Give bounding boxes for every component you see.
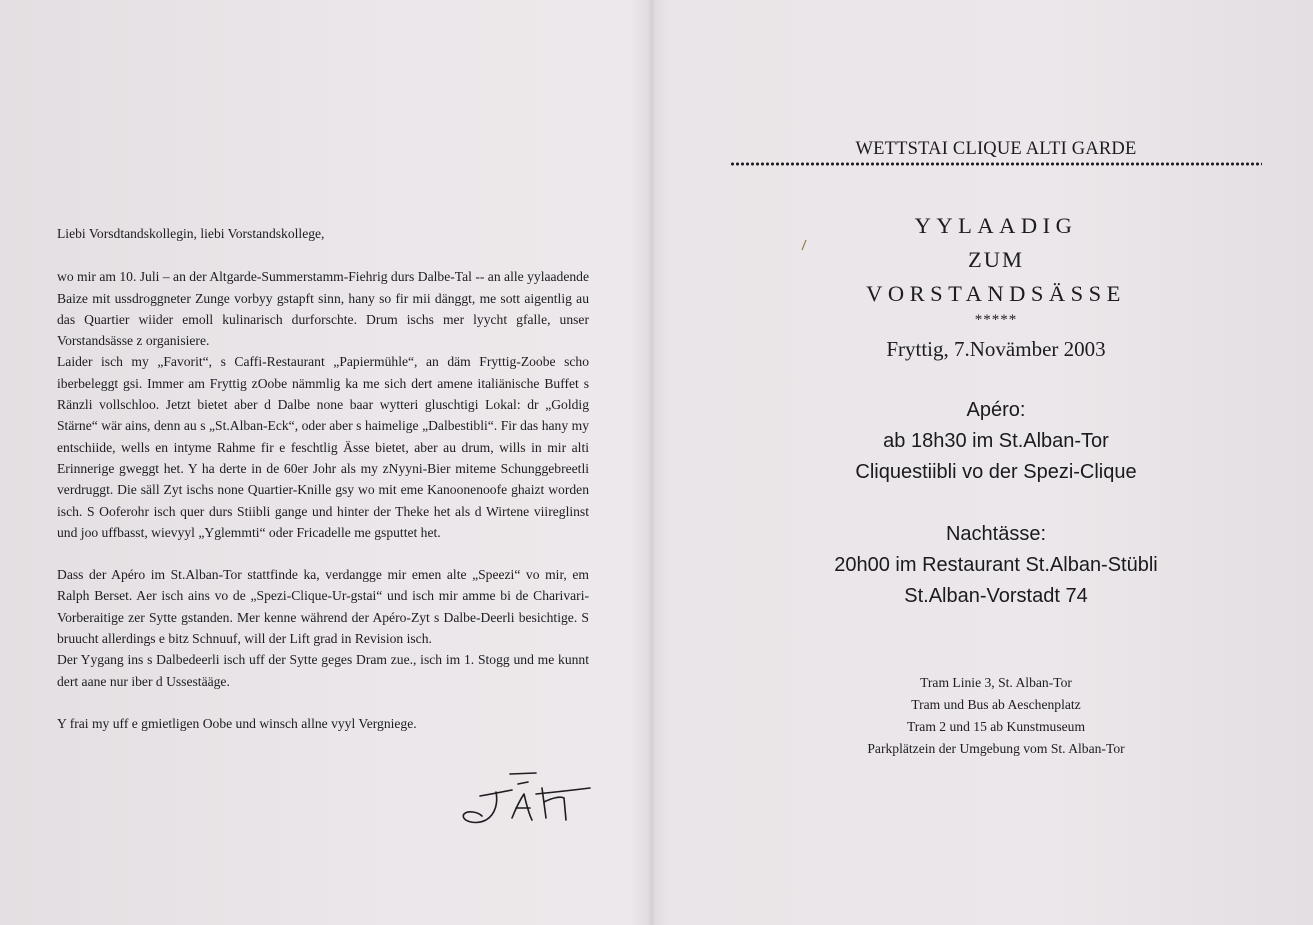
apero-location: Cliquestiibli vo der Spezi-Clique xyxy=(855,461,1137,483)
dinner-section xyxy=(730,519,1262,612)
letter-closing: Y frai my uff e gmietligen Oobe und winsch allne vyyl Vergniege. xyxy=(57,715,417,731)
star-separator: ***** xyxy=(974,312,1018,328)
transport-line: Parkplätzein der Umgebung vom St. Alban-Tor xyxy=(867,741,1125,756)
center-fold xyxy=(648,0,656,925)
dotted-divider xyxy=(730,161,1262,167)
letter-body xyxy=(57,223,589,734)
transport-line: Tram 2 und 15 ab Kunstmuseum xyxy=(906,719,1086,734)
apero-time-place: ab 18h30 im St.Alban-Tor xyxy=(883,430,1109,452)
transport-line: Tram und Bus ab Aeschenplatz xyxy=(911,697,1081,712)
handwritten-signature xyxy=(452,768,597,836)
invitation-title-line-1: YYLAADIG xyxy=(914,213,1078,238)
invitation-block xyxy=(730,209,1262,760)
invitation-title-line-2: ZUM xyxy=(968,247,1024,272)
dinner-address: St.Alban-Vorstadt 74 xyxy=(904,585,1088,607)
dinner-heading: Nachtässe: xyxy=(945,523,1047,545)
invitation-title-line-3: VORSTANDSÄSSE xyxy=(866,281,1126,306)
event-date: Fryttig, 7.Novämber 2003 xyxy=(886,337,1106,361)
letter-greeting: Liebi Vorsdtandskollegin, liebi Vorstandskollege, xyxy=(57,226,325,241)
letter-paragraph-2: Dass der Apéro im St.Alban-Tor stattfinde ka, verdangge mir emen alte „Speezi“ vo mir, em Ralph Berset. Aer isch ains vo de „Spezi-Clique-Ur-gstai“ und isch mir amme bi de Charivari-Vorberaitige zer Sytte gstanden. Mer kenne während der Apéro-Zyt s Dalbe-Deerli besichtige. S bruucht allerdings e bitz Schnuuf, will der Lift grad in Revision isch. xyxy=(57,567,589,647)
apero-section xyxy=(730,395,1262,488)
letter-paragraph-1b: Laider isch my „Favorit“, s Caffi-Restaurant „Papiermühle“, an däm Fryttig-Zoobe scho iberbeleggt gsi. Immer am Fryttig zOobe nämmlig ka me sich dert amene italiänische Buffet s Ränzli vollschloo. Jetzt bietet aber d Dalbe none baar wytteri gluschtigi Lokal: dr „Goldig Stärne“ wär ains, denn au s „St.Alban-Eck“, oder aber s haimelige „Dalbestibli“. Fir das hany my entschiide, wells en intyme Rahme fir e feschtlig Ässe bietet, aber au drum, wills in mir alti Erinnerige gweggt het. Y ha derte in de 60er Johr als my zNyyni-Bier miteme Schunggebreetli verdruggt. Die säll Zyt ischs none Quartier-Knille gsy wo mit eme Kanoonenoofe ghaizt worden isch. S Ooferohr isch quer durs Stiibli gange und hinter der Theke het als d Wirtene viireglinst und joo uffbasst, wievyyl „Yglemmti“ oder Fricadelle me gsputtet het. xyxy=(57,354,589,540)
letter-paragraph-2b: Der Yygang ins s Dalbedeerli isch uff der Sytte geges Dram zue., isch im 1. Stogg und me kunnt dert aane nur iber d Ussestääge. xyxy=(57,652,589,689)
club-name: WETTSTAI CLIQUE ALTI GARDE xyxy=(855,139,1137,159)
apero-heading: Apéro: xyxy=(966,399,1026,421)
letter-paragraph-1: wo mir am 10. Juli – an der Altgarde-Summerstamm-Fiehrig durs Dalbe-Tal -- an alle yylaadende Baize mit ussdroggneter Zunge vorbyy gstapft sinn, hany so fir mii dänggt, me sott aigentlig au das Quartier wiider emoll kulinarisch durforschte. Drum ischs mer lyycht gfalle, unser Vorstandsässe z organisiere. xyxy=(57,269,589,349)
transport-info xyxy=(730,672,1262,760)
dinner-time-place: 20h00 im Restaurant St.Alban-Stübli xyxy=(834,554,1158,576)
transport-line: Tram Linie 3, St. Alban-Tor xyxy=(920,675,1072,690)
